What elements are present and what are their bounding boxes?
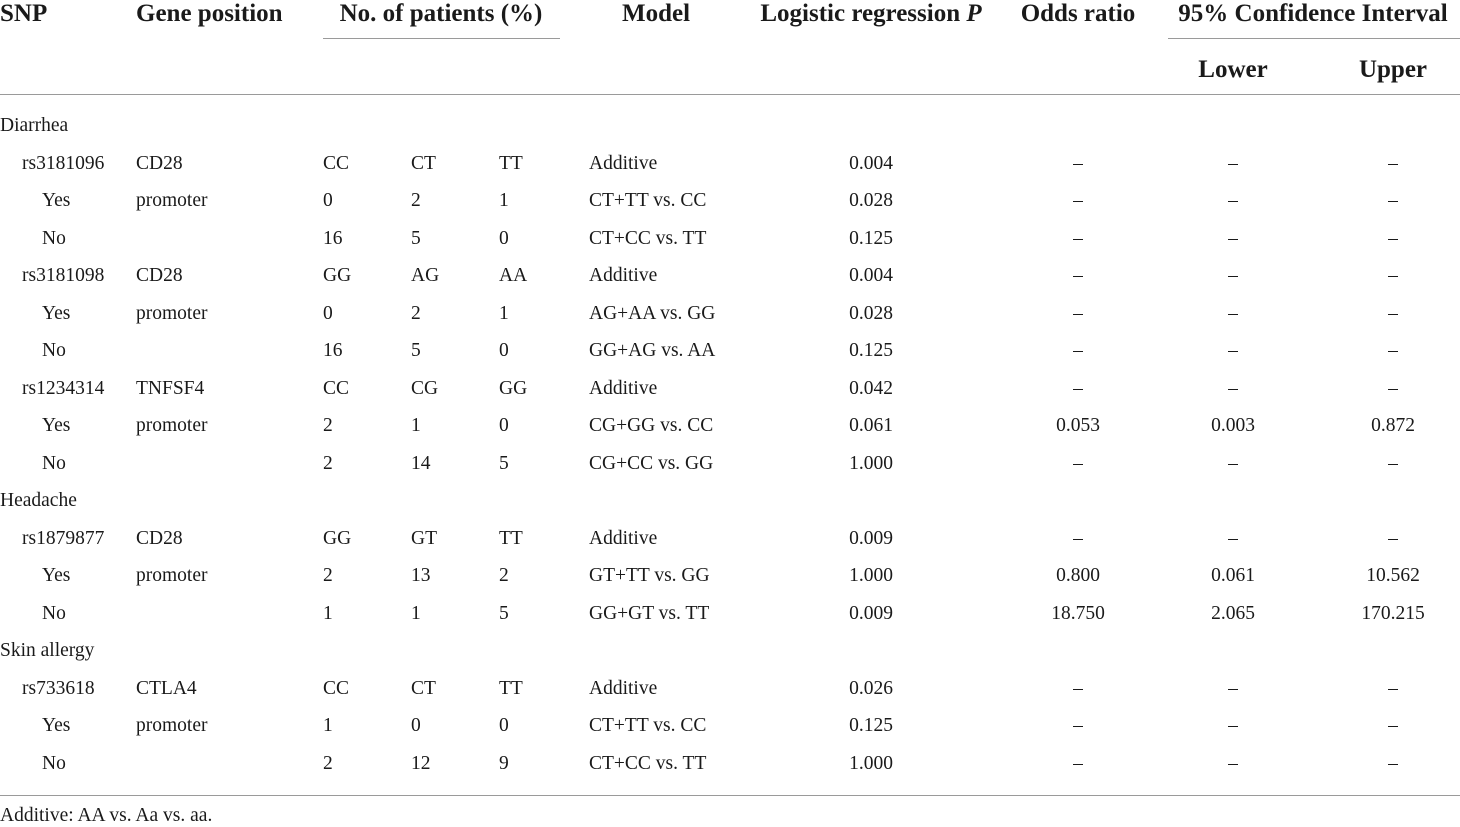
cell-outcome-group: No bbox=[42, 752, 66, 774]
cell-genotype-3: 1 bbox=[499, 302, 509, 324]
cell-model: AG+AA vs. GG bbox=[589, 302, 716, 324]
cell-odds-ratio: – bbox=[1073, 190, 1083, 211]
cell-genotype-2: 2 bbox=[411, 190, 421, 211]
cell-model: GG+GT vs. TT bbox=[589, 602, 710, 624]
cell-odds-ratio: 0.053 bbox=[1056, 415, 1100, 436]
cell-outcome-group: Yes bbox=[42, 415, 71, 436]
cell-odds-ratio: – bbox=[1073, 265, 1083, 286]
cell-ci-lower: – bbox=[1228, 152, 1238, 174]
cell-genotype-2: 1 bbox=[411, 415, 421, 436]
cell-ci-lower: – bbox=[1228, 377, 1238, 399]
cell-odds-ratio: – bbox=[1073, 377, 1083, 399]
header-logistic-p-text: Logistic regression bbox=[760, 0, 961, 27]
cell-model: Additive bbox=[589, 677, 658, 699]
cell-genotype-3: 5 bbox=[499, 452, 509, 474]
cell-genotype-3: TT bbox=[499, 677, 523, 699]
cell-genotype-3: 2 bbox=[499, 565, 509, 586]
cell-genotype-2: AG bbox=[411, 265, 440, 286]
cell-genotype-1: 0 bbox=[323, 190, 333, 211]
cell-genotype-1: 2 bbox=[323, 415, 333, 436]
cell-outcome-group: No bbox=[42, 452, 66, 474]
cell-genotype-2: CT bbox=[411, 677, 436, 699]
cell-genotype-1: GG bbox=[323, 527, 352, 549]
cell-genotype-2: 12 bbox=[411, 752, 431, 774]
cell-genotype-2: GT bbox=[411, 527, 437, 549]
header-ci-lower: Lower bbox=[1198, 56, 1268, 83]
cell-ci-upper: – bbox=[1388, 152, 1398, 174]
cell-ci-upper: 0.872 bbox=[1371, 415, 1415, 436]
cell-ci-upper: – bbox=[1388, 340, 1398, 361]
cell-p-value: 1.000 bbox=[849, 752, 893, 774]
section-label: Diarrhea bbox=[0, 115, 69, 136]
cell-genotype-1: 2 bbox=[323, 752, 333, 774]
cell-odds-ratio: – bbox=[1073, 227, 1083, 249]
cell-ci-lower: – bbox=[1228, 227, 1238, 249]
header-ci-upper: Upper bbox=[1358, 56, 1428, 83]
cell-odds-ratio: – bbox=[1073, 302, 1083, 324]
cell-genotype-3: 0 bbox=[499, 715, 509, 736]
cell-genotype-3: 9 bbox=[499, 752, 509, 774]
cell-genotype-2: 1 bbox=[411, 602, 421, 624]
cell-odds-ratio: – bbox=[1073, 527, 1083, 549]
cell-snp-id: rs1234314 bbox=[22, 377, 105, 399]
cell-ci-upper: – bbox=[1388, 677, 1398, 699]
cell-genotype-1: 2 bbox=[323, 565, 333, 586]
cell-odds-ratio: – bbox=[1073, 452, 1083, 474]
cell-ci-upper: – bbox=[1388, 452, 1398, 474]
cell-p-value: 0.028 bbox=[849, 302, 893, 324]
cell-gene-position: TNFSF4 bbox=[136, 377, 205, 399]
cell-ci-upper: – bbox=[1388, 715, 1398, 736]
cell-genotype-2: CG bbox=[411, 377, 439, 399]
cell-ci-upper: – bbox=[1388, 265, 1398, 286]
cell-outcome-group: No bbox=[42, 602, 66, 624]
header-model: Model bbox=[621, 0, 691, 27]
cell-genotype-2: 2 bbox=[411, 302, 421, 324]
cell-genotype-2: 5 bbox=[411, 340, 421, 361]
cell-ci-upper: – bbox=[1388, 527, 1398, 549]
cell-ci-lower: – bbox=[1228, 265, 1238, 286]
cell-ci-lower: – bbox=[1228, 715, 1238, 736]
cell-odds-ratio: – bbox=[1073, 752, 1083, 774]
cell-p-value: 0.028 bbox=[849, 190, 893, 211]
cell-ci-lower: – bbox=[1228, 452, 1238, 474]
cell-p-value: 0.004 bbox=[849, 265, 893, 286]
cell-model: Additive bbox=[589, 265, 658, 286]
cell-p-value: 0.009 bbox=[849, 602, 893, 624]
cell-ci-lower: – bbox=[1228, 677, 1238, 699]
cell-gene-position: promoter bbox=[136, 565, 208, 586]
cell-genotype-2: 13 bbox=[411, 565, 431, 586]
cell-genotype-2: 14 bbox=[411, 452, 431, 474]
cell-genotype-1: 0 bbox=[323, 302, 333, 324]
cell-gene-position: CTLA4 bbox=[136, 677, 197, 699]
cell-ci-upper: – bbox=[1388, 302, 1398, 324]
cell-genotype-2: 0 bbox=[411, 715, 421, 736]
cell-genotype-3: GG bbox=[499, 377, 528, 399]
cell-genotype-1: CC bbox=[323, 677, 350, 699]
cell-genotype-1: CC bbox=[323, 377, 350, 399]
header-gene-position: Gene position bbox=[136, 0, 283, 27]
cell-snp-id: rs733618 bbox=[22, 677, 95, 699]
cell-genotype-1: 16 bbox=[323, 340, 343, 361]
cell-p-value: 0.026 bbox=[849, 677, 893, 699]
cell-p-value: 0.004 bbox=[849, 152, 893, 174]
cell-gene-position: promoter bbox=[136, 415, 208, 436]
cell-genotype-3: 5 bbox=[499, 602, 509, 624]
cell-gene-position: promoter bbox=[136, 715, 208, 736]
header-odds-ratio: Odds ratio bbox=[1020, 0, 1136, 27]
cell-genotype-3: 1 bbox=[499, 190, 509, 211]
cell-genotype-2: 5 bbox=[411, 227, 421, 249]
cell-outcome-group: Yes bbox=[42, 302, 71, 324]
cell-ci-upper: – bbox=[1388, 752, 1398, 774]
cell-ci-upper: 170.215 bbox=[1361, 602, 1425, 624]
cell-genotype-1: 2 bbox=[323, 452, 333, 474]
cell-p-value: 0.125 bbox=[849, 340, 893, 361]
cell-gene-position: promoter bbox=[136, 302, 208, 324]
header-snp: SNP bbox=[0, 0, 48, 27]
cell-ci-lower: 2.065 bbox=[1211, 602, 1255, 624]
cell-ci-upper: – bbox=[1388, 227, 1398, 249]
cell-gene-position: CD28 bbox=[136, 265, 183, 286]
header-confidence-interval: 95% Confidence Interval bbox=[1178, 0, 1448, 27]
cell-genotype-1: 1 bbox=[323, 602, 333, 624]
cell-genotype-1: 16 bbox=[323, 227, 343, 249]
cell-ci-upper: – bbox=[1388, 377, 1398, 399]
table-footnote: Additive: AA vs. Aa vs. aa. bbox=[0, 805, 213, 826]
cell-gene-position: promoter bbox=[136, 190, 208, 211]
header-logistic-p-symbol: P bbox=[966, 0, 982, 27]
cell-model: CT+TT vs. CC bbox=[589, 190, 707, 211]
cell-odds-ratio: – bbox=[1073, 340, 1083, 361]
cell-ci-lower: 0.003 bbox=[1211, 415, 1255, 436]
cell-outcome-group: Yes bbox=[42, 715, 71, 736]
cell-odds-ratio: 18.750 bbox=[1051, 602, 1105, 624]
cell-gene-position: CD28 bbox=[136, 527, 183, 549]
cell-snp-id: rs1879877 bbox=[22, 527, 105, 549]
cell-odds-ratio: – bbox=[1073, 677, 1083, 699]
cell-odds-ratio: – bbox=[1073, 152, 1083, 174]
cell-model: GT+TT vs. GG bbox=[589, 565, 710, 586]
cell-genotype-1: 1 bbox=[323, 715, 333, 736]
cell-ci-upper: 10.562 bbox=[1366, 565, 1420, 586]
header-patients: No. of patients (%) bbox=[339, 0, 543, 27]
cell-genotype-1: GG bbox=[323, 265, 352, 286]
cell-outcome-group: No bbox=[42, 227, 66, 249]
cell-p-value: 0.009 bbox=[849, 527, 893, 549]
cell-model: Additive bbox=[589, 152, 658, 174]
cell-snp-id: rs3181096 bbox=[22, 152, 105, 174]
cell-p-value: 1.000 bbox=[849, 452, 893, 474]
cell-p-value: 1.000 bbox=[849, 565, 893, 586]
cell-model: CT+TT vs. CC bbox=[589, 715, 707, 736]
cell-model: CT+CC vs. TT bbox=[589, 752, 707, 774]
cell-p-value: 0.042 bbox=[849, 377, 893, 399]
cell-genotype-2: CT bbox=[411, 152, 436, 174]
cell-ci-lower: 0.061 bbox=[1211, 565, 1255, 586]
cell-genotype-3: TT bbox=[499, 527, 523, 549]
cell-outcome-group: Yes bbox=[42, 190, 71, 211]
cell-odds-ratio: 0.800 bbox=[1056, 565, 1100, 586]
cell-outcome-group: Yes bbox=[42, 565, 71, 586]
cell-model: Additive bbox=[589, 527, 658, 549]
section-label: Skin allergy bbox=[0, 640, 95, 661]
cell-p-value: 0.125 bbox=[849, 715, 893, 736]
cell-ci-lower: – bbox=[1228, 340, 1238, 361]
section-label: Headache bbox=[0, 490, 77, 511]
cell-model: CG+GG vs. CC bbox=[589, 415, 714, 436]
cell-ci-lower: – bbox=[1228, 302, 1238, 324]
cell-genotype-3: AA bbox=[499, 265, 528, 286]
cell-model: CT+CC vs. TT bbox=[589, 227, 707, 249]
cell-p-value: 0.125 bbox=[849, 227, 893, 249]
cell-ci-lower: – bbox=[1228, 752, 1238, 774]
cell-outcome-group: No bbox=[42, 340, 66, 361]
cell-genotype-1: CC bbox=[323, 152, 350, 174]
cell-genotype-3: 0 bbox=[499, 415, 509, 436]
cell-ci-lower: – bbox=[1228, 527, 1238, 549]
cell-p-value: 0.061 bbox=[849, 415, 893, 436]
cell-model: Additive bbox=[589, 377, 658, 399]
cell-ci-upper: – bbox=[1388, 190, 1398, 211]
cell-ci-lower: – bbox=[1228, 190, 1238, 211]
cell-model: GG+AG vs. AA bbox=[589, 340, 716, 361]
cell-gene-position: CD28 bbox=[136, 152, 183, 174]
cell-model: CG+CC vs. GG bbox=[589, 452, 714, 474]
cell-genotype-3: 0 bbox=[499, 340, 509, 361]
cell-genotype-3: 0 bbox=[499, 227, 509, 249]
cell-odds-ratio: – bbox=[1073, 715, 1083, 736]
cell-snp-id: rs3181098 bbox=[22, 265, 105, 286]
cell-genotype-3: TT bbox=[499, 152, 523, 174]
